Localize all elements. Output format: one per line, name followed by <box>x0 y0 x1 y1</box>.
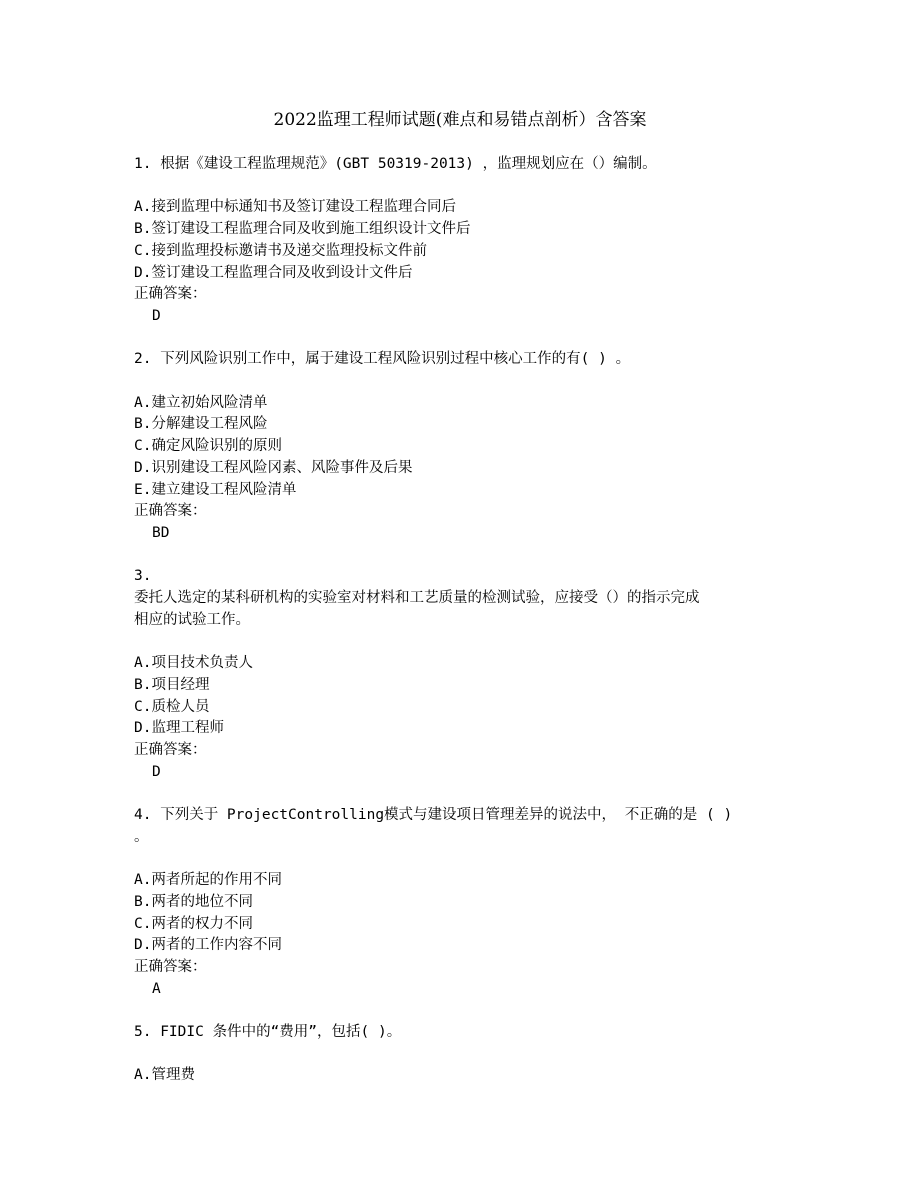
question-stem: 5. FIDIC 条件中的“费用”，包括( )。 <box>134 1024 402 1040</box>
question-stem: 4. 下列关于 ProjectControlling模式与建设项日管理差异的说法中， 不正确的是 ( ) 。 <box>134 807 733 845</box>
question-5 <box>134 1022 834 1087</box>
answer-value: D <box>152 307 161 324</box>
option-d: D.签订建设工程监理合同及收到设计文件后 <box>134 264 413 281</box>
question-stem: 2. 下列风险识别工作中，属于建设工程风险识别过程中核心工作的有( ) 。 <box>134 351 631 368</box>
option-a: A.项目技术负责人 <box>134 655 253 672</box>
option-b: B.签订建设工程监理合同及收到施工组织设计文件后 <box>134 221 471 238</box>
option-a: A.管理费 <box>134 1067 195 1084</box>
answer-label: 正确答案： <box>134 958 207 975</box>
question-3 <box>134 566 834 783</box>
answer-label: 正确答案： <box>134 286 207 303</box>
question-stem: 1. 根据《建设工程监理规范》(GBT 50319-2013) ，监理规划应在（）编制。 <box>134 156 657 172</box>
option-a: A.建立初始风险清单 <box>134 394 268 411</box>
spacer <box>134 176 834 198</box>
question-stem: 3. 委托人选定的某科研机构的实验室对材料和工艺质量的检测试验，应接受（）的指示完成 相应的试验工作。 <box>134 568 700 628</box>
option-a: A.两者所起的作用不同 <box>134 872 282 889</box>
answer-value: BD <box>152 524 170 541</box>
option-d: D.识别建设工程风险冈素、风险事件及后果 <box>134 459 413 476</box>
spacer <box>134 848 834 870</box>
question-2 <box>134 349 834 544</box>
option-e: E.建立建设工程风险清单 <box>134 481 297 498</box>
spacer <box>134 1044 834 1066</box>
answer-label: 正确答案： <box>134 503 207 520</box>
document-title: 2022监理工程师试题(难点和易错点剖析）含答案 <box>273 110 647 130</box>
question-4 <box>134 805 834 1000</box>
answer-value: D <box>152 763 161 780</box>
option-b: B.分解建设工程风险 <box>134 416 268 433</box>
option-a: A.接到监理中标通知书及签订建设工程监理合同后 <box>134 199 456 216</box>
option-c: C.质检人员 <box>134 698 210 715</box>
option-d: D.监理工程师 <box>134 720 224 737</box>
answer-label: 正确答案： <box>134 741 207 758</box>
option-b: B.项目经理 <box>134 676 210 693</box>
spacer <box>134 631 834 653</box>
answer-value: A <box>152 980 161 997</box>
option-b: B.两者的地位不同 <box>134 893 253 910</box>
spacer <box>134 371 834 393</box>
question-1 <box>134 154 834 328</box>
question-list <box>134 154 834 1109</box>
option-c: C.接到监理投标邀请书及递交监理投标文件前 <box>134 242 427 259</box>
option-c: C.确定风险识别的原则 <box>134 438 282 455</box>
option-c: C.两者的权力不同 <box>134 915 253 932</box>
option-d: D.两者的工作内容不同 <box>134 937 282 954</box>
